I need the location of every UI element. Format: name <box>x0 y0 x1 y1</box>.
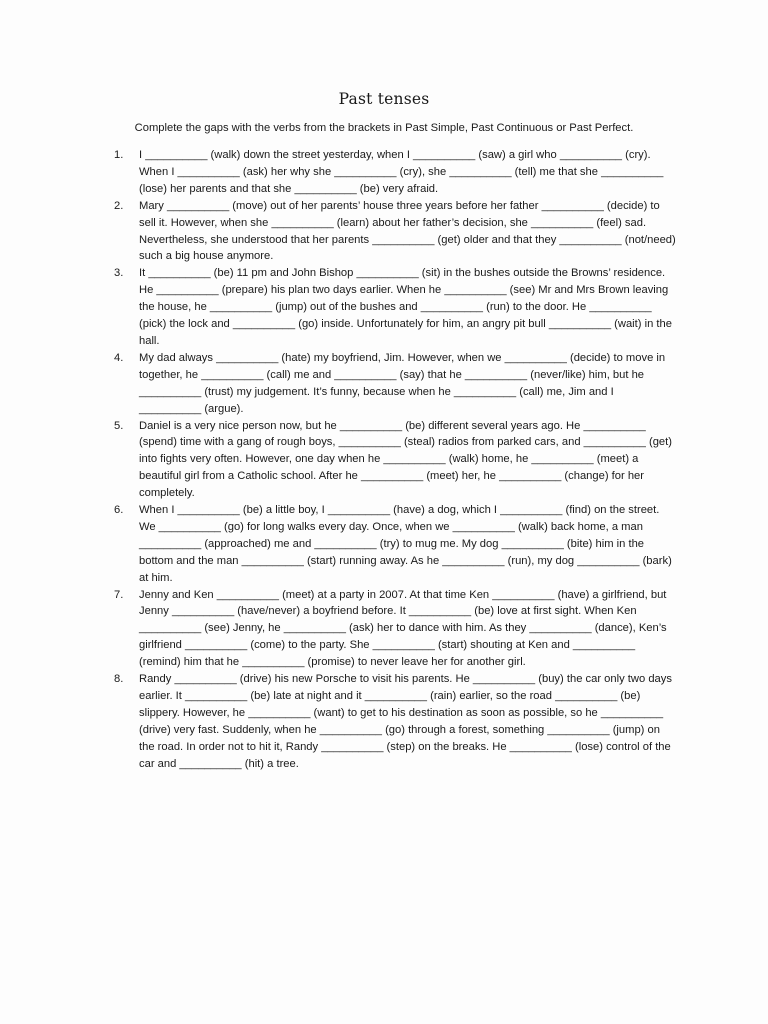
exercise-number: 4. <box>114 351 124 364</box>
exercise-text: Jenny and Ken __________ (meet) at a party in 2007. At that time Ken __________ (have) a girlfriend, but Jenny __________ (have/never) a boyfriend before. It __________ (be) love at first sight. When Ken __________ (see) Jenny, he __________ (ask) her to dance with him. As they __________ (dance), Ken’s girlfriend __________ (come) to the party. She __________ (start) shouting at Ken and __________ (remind) him that he __________ (promise) to never leave her for another girl. <box>139 588 667 669</box>
exercise-item-2 <box>100 198 676 266</box>
exercise-number: 2. <box>114 199 124 212</box>
exercise-item-4 <box>100 350 676 418</box>
exercise-text: Randy __________ (drive) his new Porsche to visit his parents. He __________ (buy) the car only two days earlier. It __________ (be) late at night and it __________ (rain) earlier, so the road __________ (be) slippery. However, he __________ (want) to get to his destination as soon as possible, so he __________ (drive) very fast. Suddenly, when he __________ (go) through a forest, something __________ (jump) on the road. In order not to hit it, Randy __________ (step) on the breaks. He __________ (lose) control of the car and __________ (hit) a tree. <box>139 673 672 770</box>
page-title: Past tenses <box>338 90 430 108</box>
exercise-text: Daniel is a very nice person now, but he __________ (be) different several years ago. He __________ (spend) time with a gang of rough boys, __________ (steal) radios from parked cars, and __________ (get) into fights very often. However, one day when he __________ (walk) home, he __________ (meet) a beautiful girl from a Catholic school. After he __________ (meet) her, he __________ (change) for her completely. <box>139 419 672 500</box>
exercise-text: My dad always __________ (hate) my boyfriend, Jim. However, when we __________ (decide) to move in together, he __________ (call) me and __________ (say) that he __________ (never/like) him, but he __________ (trust) my judgement. It’s funny, because when he __________ (call) me, Jim and I __________ (argue). <box>139 351 666 415</box>
exercise-item-5 <box>100 418 676 503</box>
exercise-number: 6. <box>114 504 124 517</box>
exercise-item-1 <box>100 147 676 198</box>
exercise-text: It __________ (be) 11 pm and John Bishop __________ (sit) in the bushes outside the Browns’ residence. He __________ (prepare) his plan two days earlier. When he __________ (see) Mr and Mrs Brown leaving the house, he __________ (jump) out of the bushes and __________ (run) to the door. He __________ (pick) the lock and __________ (go) inside. Unfortunately for him, an angry pit bull __________ (wait) in the hall. <box>139 267 672 347</box>
exercise-item-3 <box>100 265 676 350</box>
exercise-text: Mary __________ (move) out of her parents’ house three years before her father __________ (decide) to sell it. However, when she __________ (learn) about her father’s decision, she __________ (feel) sad. Nevertheless, she understood that her parents __________ (get) older and that they __________ (not/need) such a big house anymore. <box>139 199 676 263</box>
exercise-number: 5. <box>114 419 124 432</box>
exercise-list <box>100 147 676 773</box>
exercise-text: I __________ (walk) down the street yesterday, when I __________ (saw) a girl who __________ (cry). When I __________ (ask) her why she __________ (cry), she __________ (tell) me that she __________ (lose) her parents and that she __________ (be) very afraid. <box>139 149 664 195</box>
exercise-number: 3. <box>114 267 124 280</box>
exercise-item-7 <box>100 587 676 672</box>
exercise-number: 8. <box>114 673 124 686</box>
exercise-number: 7. <box>114 588 124 601</box>
exercise-item-6 <box>100 502 676 587</box>
instructions-text: Complete the gaps with the verbs from the brackets in Past Simple, Past Continuous or Past Perfect. <box>134 122 634 134</box>
exercise-text: When I __________ (be) a little boy, I __________ (have) a dog, which I __________ (find) on the street. We __________ (go) for long walks every day. Once, when we __________ (walk) back home, a man __________ (approached) me and __________ (try) to mug me. My dog __________ (bite) him in the bottom and the man __________ (start) running away. As he __________ (run), my dog __________ (bark) at him. <box>139 504 672 584</box>
exercise-number: 1. <box>114 149 124 161</box>
exercise-item-8 <box>100 671 676 772</box>
